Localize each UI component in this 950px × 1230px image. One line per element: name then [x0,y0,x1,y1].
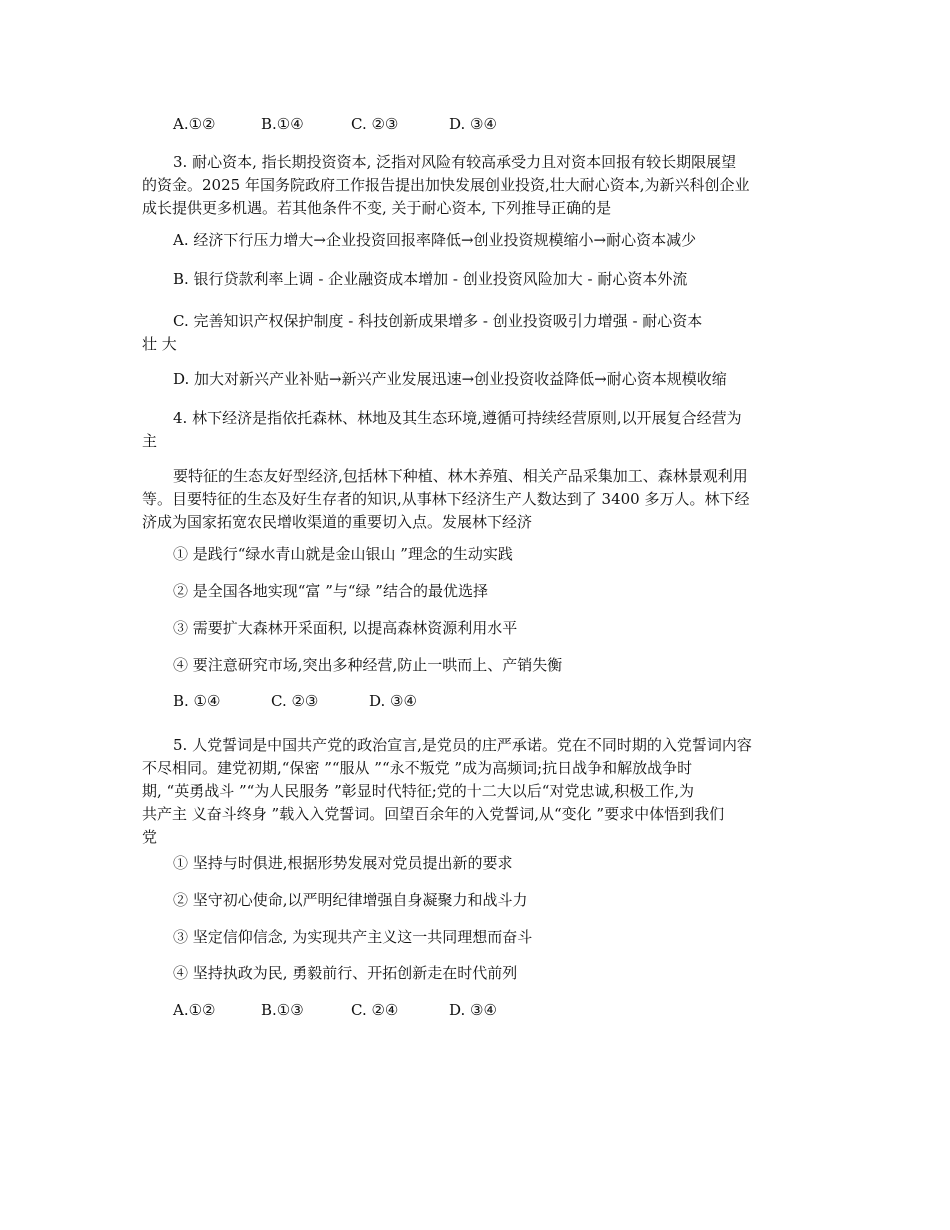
q5-options [173,999,497,1021]
q5-option-d: D. ③④ [449,1001,497,1019]
q2-option-b: B.①④ [261,115,304,133]
q5-stem-line-4: 共产主 义奋斗终身 ”载入入党誓词。回望百余年的入党誓词,从“变化 ”要求中体悟到我们 [142,805,725,823]
q4-option-d: D. ③④ [369,692,417,710]
q5-stem-line-1: 5. 人党誓词是中国共产党的政治宣言,是党员的庄严承诺。党在不同时期的入党誓词内容 [173,736,752,754]
q5-option-a: A.①② [173,1001,216,1019]
q3-option-d: D. 加大对新兴产业补贴→新兴产业发展迅速→创业投资收益降低→耐心资本规模收缩 [173,370,727,388]
q4-statement-1: ① 是践行“绿水青山就是金山银山 ”理念的生动实践 [173,545,513,563]
q3-option-c-line-2: 壮 大 [142,335,177,353]
q4-para-line-1: 要特征的生态友好型经济,包括林下种植、林木养殖、相关产品采集加工、森林景观利用 [173,467,748,485]
q5-stem-line-5: 党 [142,828,158,846]
q5-stem-line-2: 不尽相同。建党初期,“保密 ”“服从 ”“永不叛党 ”成为高频词;抗日战争和解放战争时 [142,759,693,777]
q3-stem-line-3: 成长提供更多机遇。若其他条件不变, 关于耐心资本, 下列推导正确的是 [142,199,612,217]
q4-stem-line-2: 主 [142,432,158,450]
q3-option-b: B. 银行贷款利率上调 - 企业融资成本增加 - 创业投资风险加大 - 耐心资本外流 [173,270,688,288]
q3-stem-line-2: 的资金。2025 年国务院政府工作报告提出加快发展创业投资,壮大耐心资本,为新兴科创企业 [142,176,750,194]
q5-option-b: B.①③ [261,1001,304,1019]
q2-option-a: A.①② [173,115,216,133]
q3-option-a: A. 经济下行压力增大→企业投资回报率降低→创业投资规模缩小→耐心资本减少 [173,231,697,249]
q4-stem-line-1: 4. 林下经济是指依托森林、林地及其生态环境,遵循可持续经营原则,以开展复合经营为 [173,409,742,427]
q3-option-c-line-1: C. 完善知识产权保护制度 - 科技创新成果增多 - 创业投资吸引力增强 - 耐心资本 [173,312,703,330]
q5-stem-line-3: 期, “英勇战斗 ”“为人民服务 ”彰显时代特征;党的十二大以后“对党忠诚,积极工作,为 [142,782,695,800]
q4-options [173,690,417,712]
q4-option-c: C. ②③ [271,692,319,710]
q5-statement-2: ② 坚守初心使命,以严明纪律增强自身凝聚力和战斗力 [173,891,528,909]
q4-statement-4: ④ 要注意研究市场,突出多种经营,防止一哄而上、产销失衡 [173,656,563,674]
q4-para-line-3: 济成为国家拓宽农民增收渠道的重要切入点。发展林下经济 [142,513,533,531]
q5-statement-3: ③ 坚定信仰信念, 为实现共产主义这一共同理想而奋斗 [173,928,533,946]
q3-stem-line-1: 3. 耐心资本, 指长期投资资本, 泛指对风险有较高承受力且对资本回报有较长期限展望 [173,153,737,171]
q4-option-b: B. ①④ [173,692,221,710]
q5-statement-1: ① 坚持与时俱进,根据形势发展对党员提出新的要求 [173,854,513,872]
q2-option-c: C. ②③ [351,115,399,133]
q4-statement-3: ③ 需要扩大森林开采面积, 以提高森林资源利用水平 [173,619,518,637]
q5-option-c: C. ②④ [351,1001,399,1019]
q2-options [173,113,497,135]
q4-statement-2: ② 是全国各地实现“富 ”与“绿 ”结合的最优选择 [173,582,488,600]
q2-option-d: D. ③④ [449,115,497,133]
q5-statement-4: ④ 坚持执政为民, 勇毅前行、开拓创新走在时代前列 [173,964,518,982]
q4-para-line-2: 等。目要特征的生态及好生存者的知识,从事林下经济生产人数达到了 3400 多万人。林下经 [142,490,750,508]
